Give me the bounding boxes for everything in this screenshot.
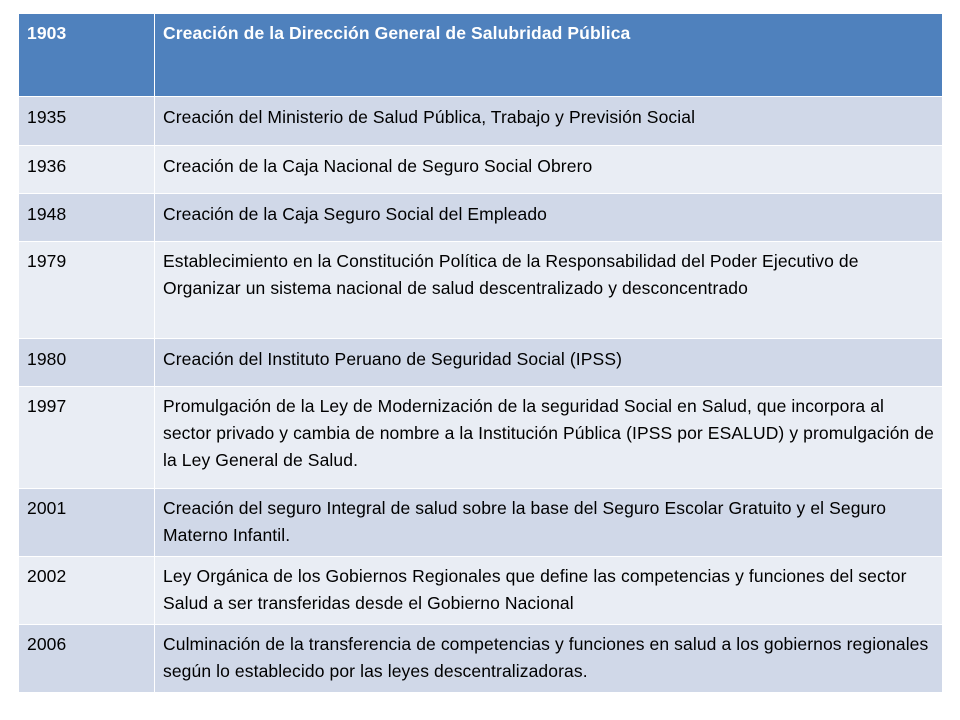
year-cell: 1997 (19, 387, 155, 489)
year-cell: 2001 (19, 489, 155, 557)
year-cell: 1979 (19, 242, 155, 339)
table-row (19, 242, 943, 339)
year-cell: 2002 (19, 557, 155, 625)
header-event-cell: Creación de la Dirección General de Salubridad Pública (155, 14, 943, 97)
event-cell: Promulgación de la Ley de Modernización de la seguridad Social en Salud, que incorpora al sector privado y cambia de nombre a la Institución Pública (IPSS por ESALUD) y promulgación de la Ley General de Salud. (155, 387, 943, 489)
table-row (19, 194, 943, 242)
event-cell: Ley Orgánica de los Gobiernos Regionales que define las competencias y funciones del sector Salud a ser transferidas desde el Gobierno Nacional (155, 557, 943, 625)
year-cell: 2006 (19, 625, 155, 693)
timeline-table-container (18, 13, 942, 693)
event-cell: Creación del Instituto Peruano de Seguridad Social (IPSS) (155, 339, 943, 387)
table-row (19, 339, 943, 387)
event-cell: Creación de la Caja Nacional de Seguro Social Obrero (155, 146, 943, 194)
year-cell: 1936 (19, 146, 155, 194)
event-cell: Creación de la Caja Seguro Social del Empleado (155, 194, 943, 242)
year-cell: 1980 (19, 339, 155, 387)
table-row (19, 387, 943, 489)
table-row (19, 97, 943, 146)
event-cell: Culminación de la transferencia de competencias y funciones en salud a los gobiernos regionales según lo establecido por las leyes descentralizadoras. (155, 625, 943, 693)
event-cell: Establecimiento en la Constitución Política de la Responsabilidad del Poder Ejecutivo de Organizar un sistema nacional de salud descentralizado y desconcentrado (155, 242, 943, 339)
header-year-cell: 1903 (19, 14, 155, 97)
table-row (19, 489, 943, 557)
table-row (19, 625, 943, 693)
table-header-row (19, 14, 943, 97)
event-cell: Creación del Ministerio de Salud Pública, Trabajo y Previsión Social (155, 97, 943, 146)
timeline-table (18, 13, 943, 693)
table-row (19, 146, 943, 194)
table-row (19, 557, 943, 625)
year-cell: 1935 (19, 97, 155, 146)
event-cell: Creación del seguro Integral de salud sobre la base del Seguro Escolar Gratuito y el Seguro Materno Infantil. (155, 489, 943, 557)
year-cell: 1948 (19, 194, 155, 242)
